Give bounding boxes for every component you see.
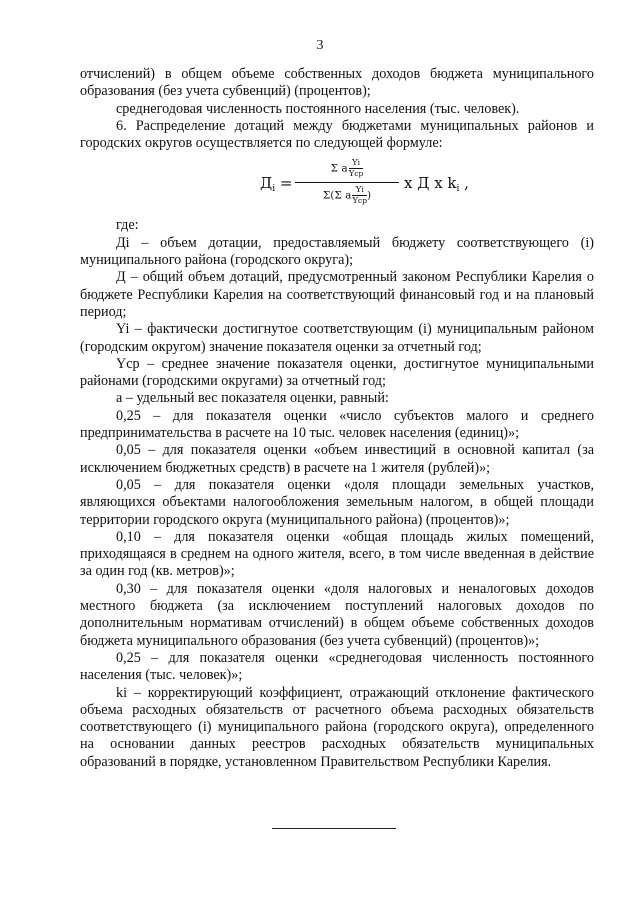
paragraph: где: (116, 217, 139, 234)
formula-fraction (295, 158, 399, 206)
weight-item: 0,25 – для показателя оценки «среднегодовая численность постоянного населения (тыс. человек)»; (80, 649, 594, 684)
paragraph: среднегодовая численность постоянного населения (тыс. человек). (116, 100, 520, 117)
formula-lhs: $Д_i$ = (260, 174, 293, 195)
paragraph: отчислений) в общем объеме собственных доходов бюджета муниципального образования (без учета субвенций) (процентов); (80, 66, 594, 100)
weight-item: 0,05 – для показателя оценки «доля площади земельных участков, являющихся объектами налогообложения земельным налогом, в общей площади территории городского округа (муниципального района) (процентов)»; (80, 476, 594, 528)
definition-item: ki – корректирующий коэффициент, отражающий отклонение фактического объема расходных обязательств от расчетного объема расходных обязательств соответствующего (i) муниципального района (городского округа), определенного на основании данных реестров расходных обязательств муниципальных образований в порядке, установленном Правительством Республики Карелия. (80, 684, 594, 770)
definition-item: Yi – фактически достигнутое соответствующим (i) муниципальным районом (городским округом) значение показателя оценки за отчетный год; (80, 321, 594, 355)
definition-item: Д – общий объем дотаций, предусмотренный законом Республики Карелия о бюджете Республики Карелия на соответствующий финансовый год и на плановый период; (80, 269, 594, 320)
formula-rhs: x Д x $k_i$ , (404, 174, 469, 195)
page-number: 3 (316, 38, 324, 53)
formula-numerator: Σ a Yi Yср (330, 158, 364, 180)
weight-item: 0,10 – для показателя оценки «общая площадь жилых помещений, приходящаяся в среднем на одного жителя, всего, в том числе введенная в действие за один год (кв. метров)»; (80, 528, 594, 580)
document-body (80, 66, 594, 771)
weight-item: 0,30 – для показателя оценки «доля налоговых и неналоговых доходов местного бюджета (за исключением поступлений налоговых доходов по дополнительным нормативам отчислений) в общем объеме собственных доходов бюджета муниципального образования (без учета субвенций) (процентов)»; (80, 580, 594, 649)
weight-item: 0,05 – для показателя оценки «объем инвестиций в основной капитал (за исключением бюджетных средств) в расчете на 1 жителя (рублей)»; (80, 442, 594, 476)
end-rule (272, 828, 396, 829)
definition-item: Yср – среднее значение показателя оценки, достигнутое муниципальными районами (городскими округами) за отчетный год; (80, 355, 594, 390)
formula-denominator: Σ(Σ a Yi Yср ) (322, 185, 372, 207)
weight-item: 0,25 – для показателя оценки «число субъектов малого и среднего предпринимательства в расчете на 10 тыс. человек населения (единиц)»; (80, 407, 594, 442)
definition-item: а – удельный вес показателя оценки, равный: (116, 390, 389, 407)
distribution-formula (80, 156, 594, 212)
definition-item: Дi – объем дотации, предоставляемый бюджету соответствующего (i) муниципального района (городского округа); (80, 234, 594, 269)
paragraph: 6. Распределение дотаций между бюджетами муниципальных районов и городских округов осуществляется по следующей формуле: (80, 117, 594, 152)
